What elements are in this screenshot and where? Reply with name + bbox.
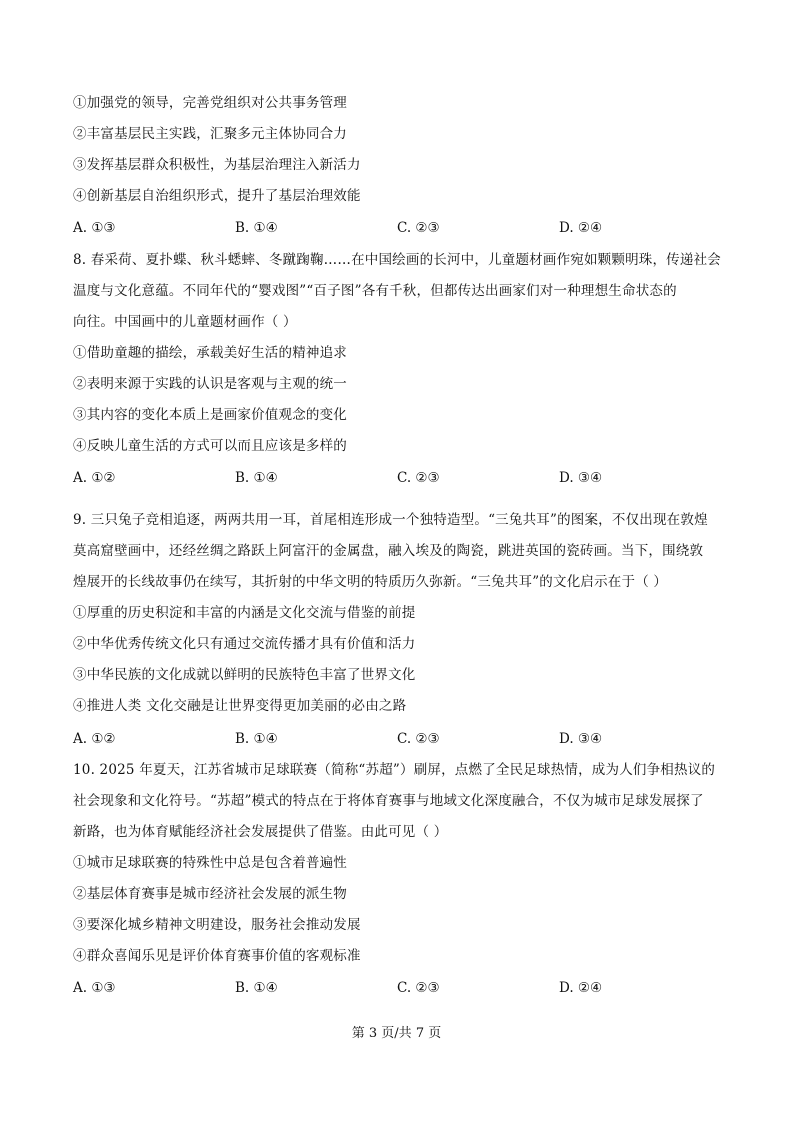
q8-options	[73, 468, 723, 488]
q7-statement-1: ①加强党的领导，完善党组织对公共事务管理	[73, 95, 347, 111]
q8-statement-3: ③其内容的变化本质上是画家价值观念的变化	[73, 407, 347, 423]
q9-option-b: B. ①④	[235, 731, 278, 747]
q7-statement-2: ②丰富基层民主实践，汇聚多元主体协同合力	[73, 126, 347, 142]
q10-statement-1: ①城市足球联赛的特殊性中总是包含着普遍性	[73, 855, 347, 871]
q7-option-a: A. ①③	[73, 220, 116, 236]
q10-option-b: B. ①④	[235, 980, 278, 996]
q10-stem-line-1: 10. 2025 年夏天，江苏省城市足球联赛（简称“苏超”）刷屏，点燃了全民足球热情，成为人们争相热议的	[73, 762, 716, 778]
q7-statement-3: ③发挥基层群众积极性，为基层治理注入新活力	[73, 157, 361, 173]
q8-statement-2: ②表明来源于实践的认识是客观与主观的统一	[73, 376, 347, 392]
q9-statement-3: ③中华民族的文化成就以鲜明的民族特色丰富了世界文化	[73, 667, 416, 683]
q10-options	[73, 978, 723, 998]
q10-option-a: A. ①③	[73, 980, 116, 996]
q9-stem-line-3: 煌展开的长线故事仍在续写，其折射的中华文明的特质历久弥新。“三兔共耳”的文化启示在于（ ）	[73, 574, 668, 590]
page-number: 第 3 页/共 7 页	[351, 1026, 442, 1041]
q8-stem-line-3: 向往。中国画中的儿童题材画作（ ）	[73, 314, 297, 330]
q10-option-d: D. ②④	[559, 980, 603, 996]
q7-option-b: B. ①④	[235, 220, 278, 236]
q8-option-d: D. ③④	[559, 470, 603, 486]
q9-stem-line-2: 莫高窟壁画中，还经丝绸之路跃上阿富汗的金属盘，融入埃及的陶瓷，跳进英国的瓷砖画。当下，围绕敦	[73, 543, 704, 559]
q7-options	[73, 218, 723, 238]
q10-stem-line-2: 社会现象和文化符号。“苏超”模式的特点在于将体育赛事与地域文化深度融合，不仅为城市足球发展探了	[73, 793, 704, 809]
q9-options	[73, 729, 723, 749]
q10-stem-line-3: 新路，也为体育赋能经济社会发展提供了借鉴。由此可见（ ）	[73, 824, 448, 840]
q8-option-a: A. ①②	[73, 470, 116, 486]
q9-option-d: D. ③④	[559, 731, 603, 747]
q8-stem-line-1: 8. 春采荷、夏扑蝶、秋斗蟋蟀、冬蹴踘鞠……在中国绘画的长河中，儿童题材画作宛如颗颗明珠，传递社会	[73, 252, 721, 268]
q9-option-a: A. ①②	[73, 731, 116, 747]
q10-statement-4: ④群众喜闻乐见是评价体育赛事价值的客观标准	[73, 948, 361, 964]
q10-statement-2: ②基层体育赛事是城市经济社会发展的派生物	[73, 886, 347, 902]
q9-statement-2: ②中华优秀传统文化只有通过交流传播才具有价值和活力	[73, 636, 416, 652]
q10-option-c: C. ②③	[397, 980, 440, 996]
q7-option-d: D. ②④	[559, 220, 603, 236]
q9-stem-line-1: 9. 三只兔子竞相追逐，两两共用一耳，首尾相连形成一个独特造型。“三兔共耳”的图案，不仅出现在敦煌	[73, 512, 708, 528]
q8-option-c: C. ②③	[397, 470, 440, 486]
q7-option-c: C. ②③	[397, 220, 440, 236]
q8-statement-1: ①借助童趣的描绘，承载美好生活的精神追求	[73, 345, 347, 361]
q9-statement-4: ④推进人类 文化交融是让世界变得更加美丽的必由之路	[73, 698, 407, 714]
q8-statement-4: ④反映儿童生活的方式可以而且应该是多样的	[73, 438, 347, 454]
q9-option-c: C. ②③	[397, 731, 440, 747]
q7-statement-4: ④创新基层自治组织形式，提升了基层治理效能	[73, 188, 361, 204]
q8-stem-line-2: 温度与文化意蕴。不同年代的“婴戏图”“百子图”各有千秋，但都传达出画家们对一种理想生命状态的	[73, 283, 677, 299]
q10-statement-3: ③要深化城乡精神文明建设，服务社会推动发展	[73, 917, 361, 933]
q9-statement-1: ①厚重的历史积淀和丰富的内涵是文化交流与借鉴的前提	[73, 605, 416, 621]
q8-option-b: B. ①④	[235, 470, 278, 486]
